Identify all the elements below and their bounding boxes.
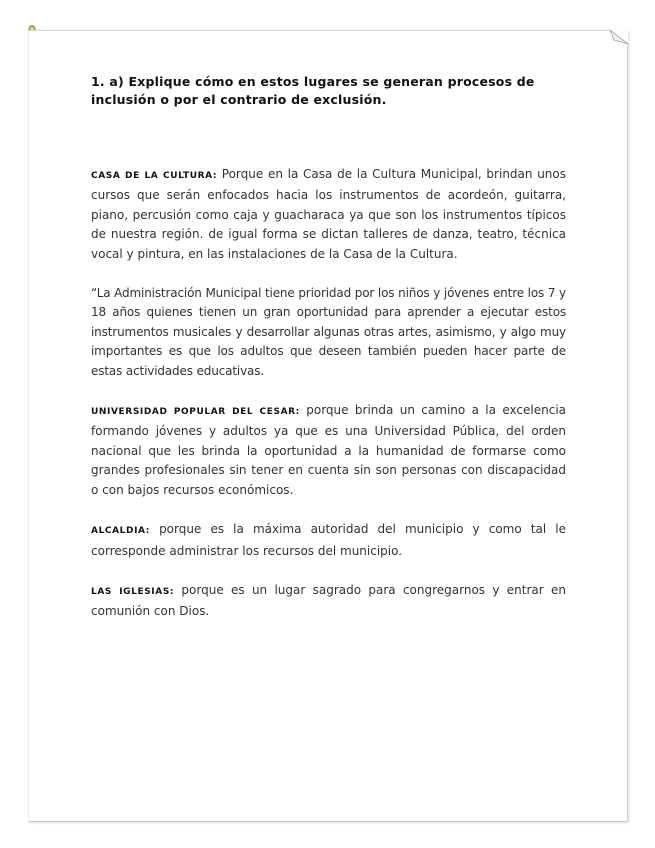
paragraph-text: porque brinda un camino a la excelencia formando jóvenes y adultos ya que es una Universidad Pública, del orden nacional que les brinda la oportunidad a la humanidad de formarse como grandes profesionales sin tener en cuenta sin son personas con discapacidad o con bajos recursos económicos. <box>91 403 567 497</box>
document-body <box>91 73 566 642</box>
paragraph-text: porque es la máxima autoridad del municipio y como tal le corresponde administrar los recursos del municipio. <box>91 522 566 558</box>
paragraph-iglesias <box>91 581 566 622</box>
paragraph-text: Porque en la Casa de la Cultura Municipal, brindan unos cursos que serán enfocados hacia los instrumentos de acordeón, guitarra, piano, percusión como caja y guacharaca ya que son los instrumentos típicos de nuestra región. de igual forma se dictan talleres de danza, teatro, técnica vocal y pintura, en las instalaciones de la Casa de la Cultura. <box>91 167 567 261</box>
section-heading: CASA DE LA CULTURA: <box>91 171 218 181</box>
document-page <box>28 30 628 822</box>
paragraph-universidad <box>91 401 566 500</box>
paragraph-casa-cultura <box>91 165 566 264</box>
paragraph-quote <box>91 284 566 381</box>
paragraph-alcaldia <box>91 520 566 561</box>
section-heading: ALCALDIA: <box>91 526 150 537</box>
question-heading: 1. a) Explique cómo en estos lugares se generan procesos de inclusión o por el contrario de exclusión. <box>91 74 535 107</box>
paragraph-text: “La Administración Municipal tiene prioridad por los niños y jóvenes entre los 7 y 18 años quienes tienen un gran oportunidad para aprender a ejecutar estos instrumentos musicales y desarrollar algunas otras artes, asimismo, y algo muy importantes es que los adultos que deseen también pueden hacer parte de estas actividades educativas. <box>91 286 566 378</box>
section-heading: UNIVERSIDAD POPULAR DEL CESAR: <box>91 407 300 418</box>
paragraph-text: porque es un lugar sagrado para congregarnos y entrar en comunión con Dios. <box>91 582 566 619</box>
section-heading: LAS IGLESIAS: <box>91 586 175 597</box>
folded-corner-icon <box>610 30 628 44</box>
